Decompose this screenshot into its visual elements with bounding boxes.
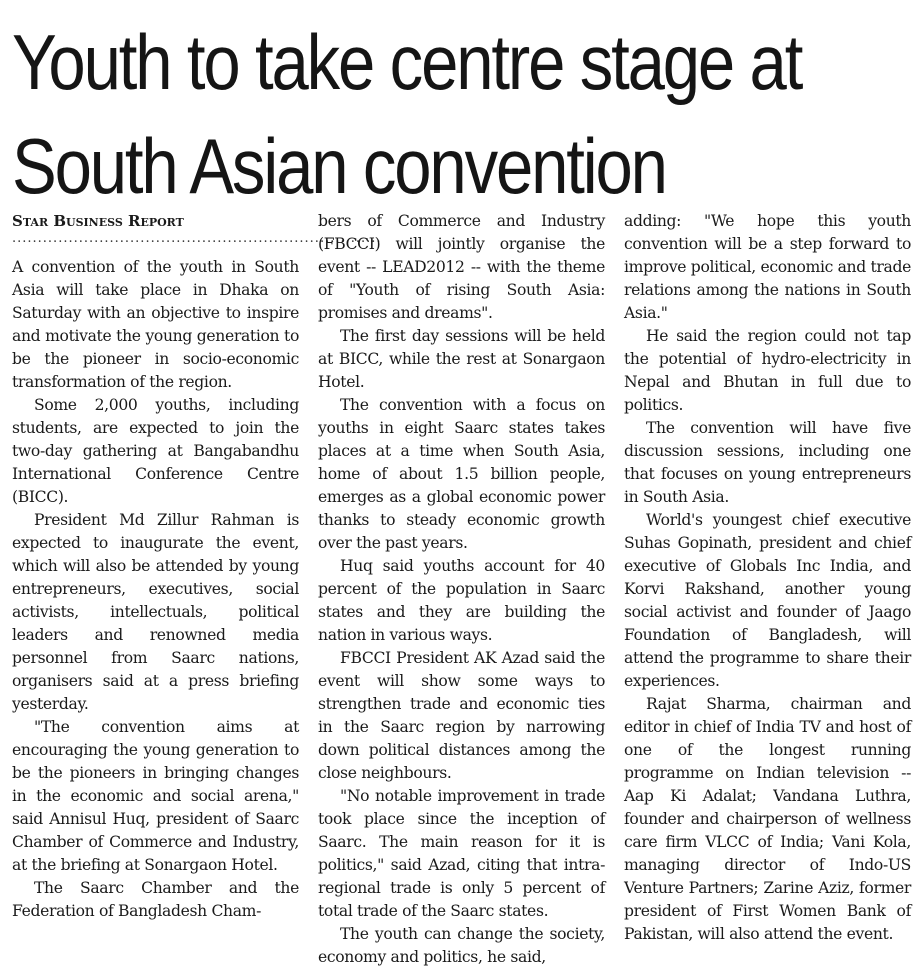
paragraph: Rajat Sharma, chairman and editor in chief of India TV and host of one of the longest running programme on Indian television -- Aap Ki Adalat; Vandana Luthra, founder and chairperson of wellness care firm VLCC of India; Vani Kola, managing director of Indo-US Venture Partners; Zarine Aziz, former president of First Women Bank of Pakistan, will also attend the event. xyxy=(624,695,911,943)
paragraph: "No notable improvement in trade took place since the inception of Saarc. The main reason for it is politics," said Azad, citing that intra-regional trade is only 5 percent of total trade of the Saarc states. xyxy=(318,787,605,920)
paragraph: The first day sessions will be held at BICC, while the rest at Sonargaon Hotel. xyxy=(318,327,605,391)
article-headline xyxy=(12,10,802,218)
paragraph: World's youngest chief executive Suhas Gopinath, president and chief executive of Globals Inc India, and Korvi Rakshand, another young social activist and founder of Jaago Foundation of Bangladesh, will attend the programme to share their experiences. xyxy=(624,511,911,690)
paragraph: The youth can change the society, economy and politics, he said, xyxy=(318,925,605,966)
paragraph: President Md Zillur Rahman is expected to inaugurate the event, which will also be attended by young entrepreneurs, executives, social activists, intellectuals, political leaders and renowned media personnel from Saarc nations, organisers said at a press briefing yesterday. xyxy=(12,511,299,713)
paragraph: adding: "We hope this youth convention will be a step forward to improve political, economic and trade relations among the nations in South Asia." xyxy=(624,212,911,322)
byline: Star Business Report xyxy=(12,212,184,230)
article-column-3 xyxy=(624,210,911,946)
headline-line-2: South Asian convention xyxy=(12,122,666,210)
paragraph: "The convention aims at encouraging the young generation to be the pioneers in bringing changes in the economic and social arena," said Annisul Huq, president of Saarc Chamber of Commerce and Industry, at the briefing at Sonargaon Hotel. xyxy=(12,718,299,874)
paragraph: FBCCI President AK Azad said the event will show some ways to strengthen trade and economic ties in the Saarc region by narrowing down political distances among the close neighbours. xyxy=(318,649,605,782)
paragraph: Some 2,000 youths, including students, are expected to join the two-day gathering at Bangabandhu International Conference Centre (BICC). xyxy=(12,396,299,506)
paragraph: Huq said youths account for 40 percent of the population in Saarc states and they are building the nation in various ways. xyxy=(318,557,605,644)
paragraph: bers of Commerce and Industry (FBCCI) will jointly organise the event -- LEAD2012 -- with the theme of "Youth of rising South Asia: promises and dreams". xyxy=(318,212,605,322)
paragraph: The convention will have five discussion sessions, including one that focuses on young entrepreneurs in South Asia. xyxy=(624,419,911,506)
paragraph: The convention with a focus on youths in eight Saarc states takes places at a time when South Asia, home of about 1.5 billion people, emerges as a global economic power thanks to steady economic growth over the past years. xyxy=(318,396,605,552)
paragraph: A convention of the youth in South Asia will take place in Dhaka on Saturday with an objective to inspire and motivate the young generation to be the pioneer in socio-economic transformation of the region. xyxy=(12,258,299,391)
headline-line-1: Youth to take centre stage at xyxy=(12,18,802,106)
paragraph: The Saarc Chamber and the Federation of Bangladesh Cham- xyxy=(12,879,299,920)
article-column-2 xyxy=(318,210,605,969)
byline-separator: ........................................................................ xyxy=(12,231,382,246)
article-column-1 xyxy=(12,210,382,923)
paragraph: He said the region could not tap the potential of hydro-electricity in Nepal and Bhutan in full due to politics. xyxy=(624,327,911,414)
